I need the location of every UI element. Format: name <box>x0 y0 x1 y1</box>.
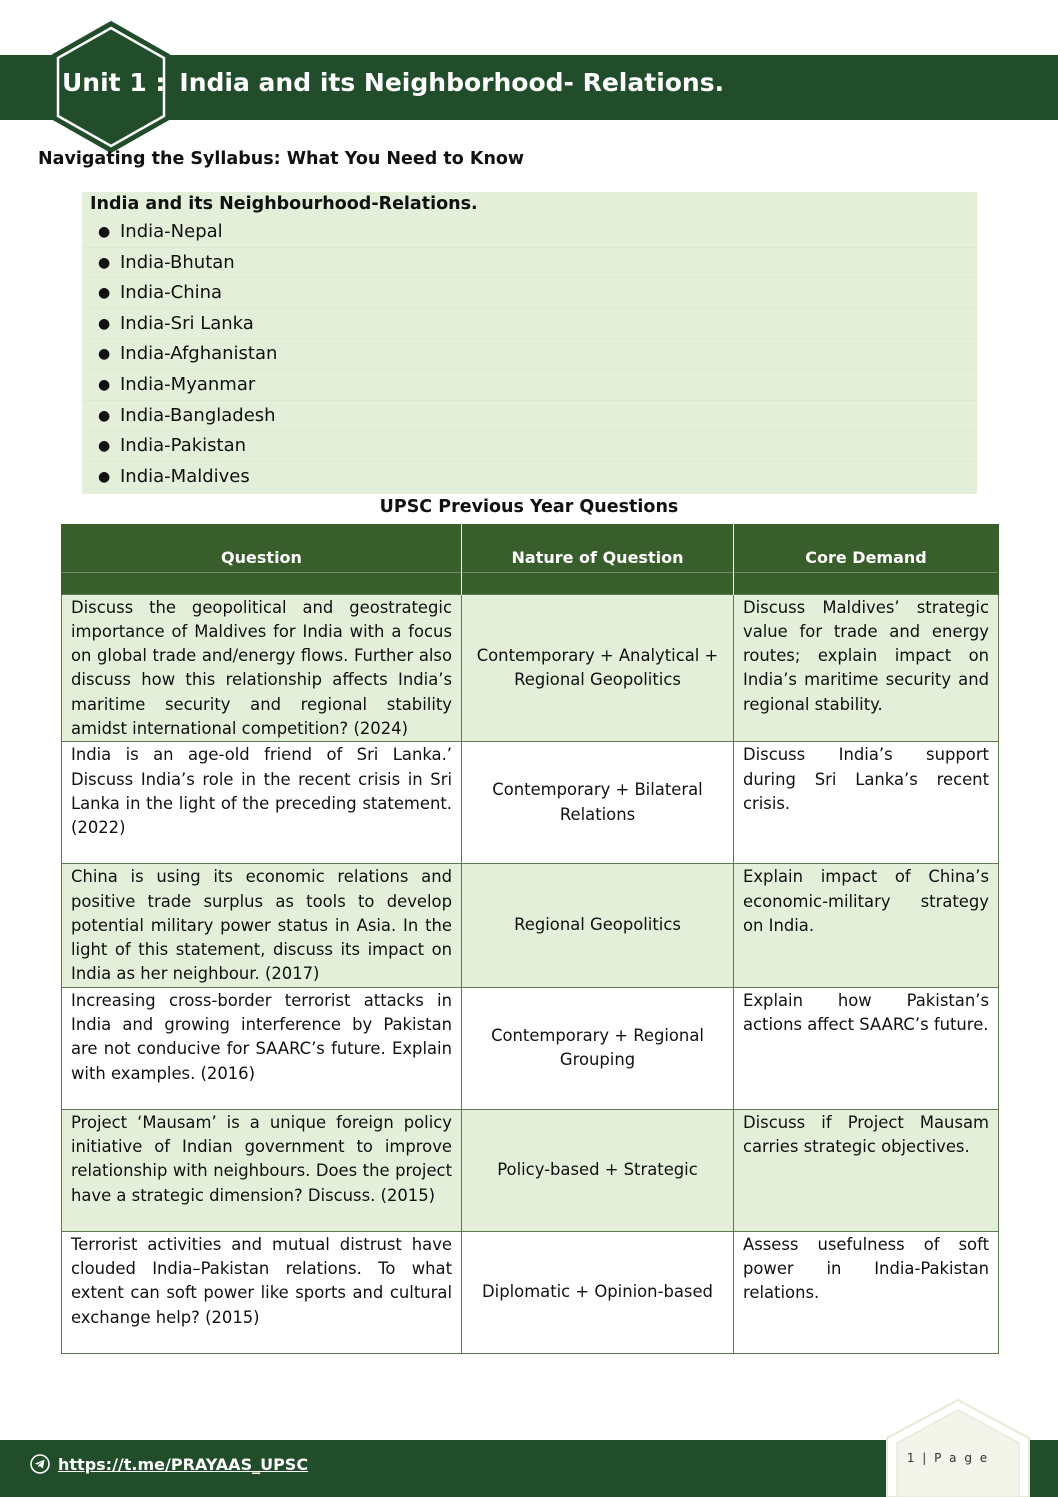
pyq-heading: UPSC Previous Year Questions <box>379 497 679 517</box>
nature-cell: Regional Geopolitics <box>462 864 734 987</box>
list-item-label: India-Nepal <box>120 221 223 242</box>
bullet-icon: ● <box>98 407 111 424</box>
table-row <box>62 742 999 864</box>
table-row <box>62 1231 999 1353</box>
nature-cell: Contemporary + Bilateral Relations <box>462 742 734 864</box>
syllabus-list <box>82 217 977 492</box>
nature-cell: Contemporary + Analytical + Regional Geopolitics <box>462 594 734 742</box>
pyq-table <box>61 524 999 1354</box>
bullet-icon: ● <box>98 254 111 271</box>
list-item <box>82 278 977 309</box>
bullet-icon: ● <box>98 285 111 302</box>
list-item <box>82 431 977 462</box>
telegram-link-text: https://t.me/PRAYAAS_UPSC <box>58 1454 309 1474</box>
syllabus-box <box>82 192 977 494</box>
bullet-icon: ● <box>98 315 111 332</box>
list-item-label: India-Maldives <box>120 465 250 487</box>
question-cell: India is an age-old friend of Sri Lanka.’ Discuss India’s role in the recent crisis in Sri Lanka in the light of the preceding statement. (2022) <box>62 742 462 864</box>
house-outline-icon <box>885 1398 1031 1497</box>
bullet-icon: ● <box>98 438 111 455</box>
bullet-icon: ● <box>98 346 111 363</box>
unit-heading: India and its Neighborhood- Relations. <box>179 68 725 97</box>
nature-cell: Diplomatic + Opinion-based <box>462 1231 734 1353</box>
list-item <box>82 217 977 248</box>
demand-cell: Explain how Pakistan’s actions affect SAARC’s future. <box>734 987 999 1109</box>
unit-title <box>62 68 724 108</box>
list-item-label: India-Myanmar <box>120 373 256 395</box>
telegram-link[interactable] <box>30 1452 308 1476</box>
table-row <box>62 1109 999 1231</box>
list-item-label: India-Pakistan <box>120 435 247 457</box>
table-row <box>62 594 999 742</box>
list-item-label: India-Afghanistan <box>120 343 278 365</box>
table-row <box>62 864 999 987</box>
nature-cell: Policy-based + Strategic <box>462 1109 734 1231</box>
question-cell: Project ‘Mausam’ is a unique foreign policy initiative of Indian government to improve relationship with neighbours. Does the project have a strategic dimension? Discuss. (2015) <box>62 1109 462 1231</box>
demand-cell: Discuss Maldives’ strategic value for trade and energy routes; explain impact on India’s maritime security and regional stability. <box>734 594 999 742</box>
bullet-icon: ● <box>98 468 111 485</box>
unit-label: Unit 1 : <box>62 68 166 97</box>
question-cell: Discuss the geopolitical and geostrategic importance of Maldives for India with a focus on global trade and/energy flows. Further also discuss how this relationship affects India’s maritime security and regional stability amidst international competition? (2024) <box>62 594 462 742</box>
nature-cell: Contemporary + Regional Grouping <box>462 987 734 1109</box>
list-item <box>82 401 977 432</box>
column-header-nature: Nature of Question <box>462 524 734 594</box>
question-cell: Terrorist activities and mutual distrust have clouded India–Pakistan relations. To what extent can soft power like sports and cultural exchange help? (2015) <box>62 1231 462 1353</box>
question-cell: China is using its economic relations and positive trade surplus as tools to develop potential military power status in Asia. In the light of this statement, discuss its impact on India as her neighbour. (2017) <box>62 864 462 987</box>
demand-cell: Assess usefulness of soft power in India-Pakistan relations. <box>734 1231 999 1353</box>
telegram-icon <box>30 1454 50 1474</box>
list-item <box>82 339 977 370</box>
table-row <box>62 987 999 1109</box>
page-number: 1 | P a g e <box>906 1451 990 1465</box>
list-item-label: India-China <box>120 282 223 304</box>
demand-cell: Discuss if Project Mausam carries strategic objectives. <box>734 1109 999 1231</box>
list-item <box>82 462 977 493</box>
syllabus-box-title: India and its Neighbourhood-Relations. <box>90 194 478 214</box>
column-header-demand: Core Demand <box>734 524 999 594</box>
list-item <box>82 248 977 279</box>
demand-cell: Discuss India’s support during Sri Lanka’s recent crisis. <box>734 742 999 864</box>
column-header-question: Question <box>62 524 462 594</box>
bullet-icon: ● <box>98 376 111 393</box>
list-item <box>82 309 977 340</box>
syllabus-heading: Navigating the Syllabus: What You Need to Know <box>38 149 525 169</box>
question-cell: Increasing cross-border terrorist attacks in India and growing interference by Pakistan are not conducive for SAARC’s future. Explain with examples. (2016) <box>62 987 462 1109</box>
list-item <box>82 370 977 401</box>
demand-cell: Explain impact of China’s economic-military strategy on India. <box>734 864 999 987</box>
list-item-label: India-Sri Lanka <box>120 312 254 334</box>
table-header-row <box>62 524 999 594</box>
list-item-label: India-Bhutan <box>120 251 235 273</box>
bullet-icon: ● <box>98 224 111 240</box>
list-item-label: India-Bangladesh <box>120 404 276 426</box>
